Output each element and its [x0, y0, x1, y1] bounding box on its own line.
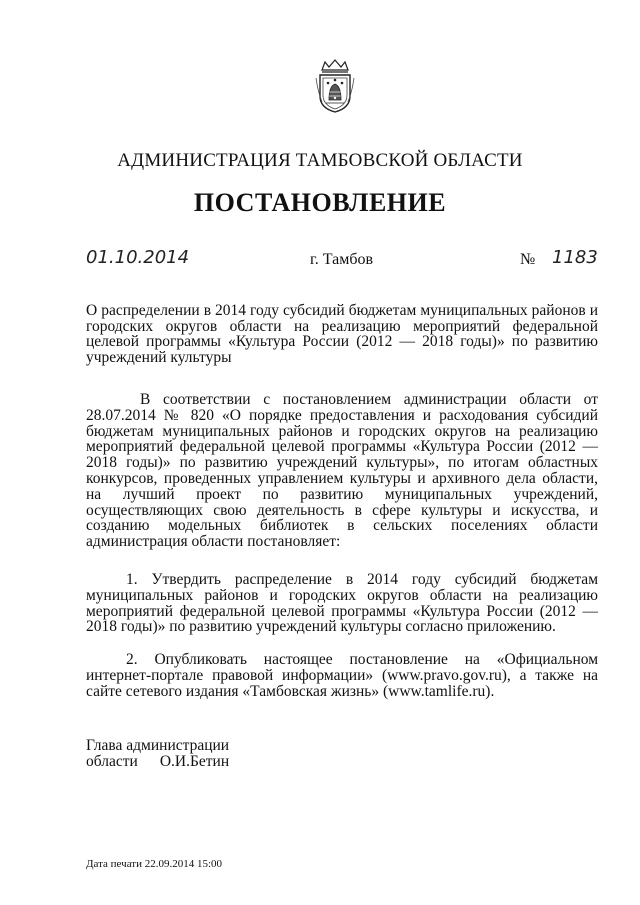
- signature-title-cont: области: [86, 753, 138, 770]
- body-paragraph-item-2: 2. Опубликовать настоящее постановление на «Официальном интернет-портале правовой информации» (www.pravo.gov.ru), а также на сайте сетевого издания «Тамбовская жизнь» (www.tamlife.ru).: [86, 651, 598, 700]
- coat-of-arms-icon: [314, 58, 356, 114]
- document-type-title: ПОСТАНОВЛЕНИЕ: [193, 188, 447, 217]
- signature-title: Глава администрации: [86, 737, 230, 754]
- signature-line: [86, 753, 229, 771]
- body-paragraph-preamble: В соответствии с постановлением администрации области от 28.07.2014 № 820 «О порядке предоставления и расходования субсидий бюджетам муниципальных районов и городских округов на реализацию мероприятий федеральной целевой программы «Культура России (2012 — 2018 годы)» по развитию учреждений культуры», по итогам областных конкурсов, проведенных управлением культуры и архивного дела области, на лучший проект по развитию муниципальных учреждений, осуществляющих свою деятельность в сфере культуры и искусства, и созданию модельных библиотек в сельских поселениях области администрация области постановляет:: [86, 391, 598, 551]
- document-number-prefix: №: [520, 251, 536, 268]
- document-city: г. Тамбов: [310, 251, 374, 268]
- print-date: Дата печати 22.09.2014 15:00: [86, 858, 223, 870]
- document-date: 01.10.2014: [86, 247, 190, 268]
- signatory-name: О.И.Бетин: [159, 753, 230, 770]
- organization-title: АДМИНИСТРАЦИЯ ТАМБОВСКОЙ ОБЛАСТИ: [117, 150, 523, 171]
- body-paragraph-item-1: 1. Утвердить распределение в 2014 году субсидий бюджетам муниципальных районов и городских округов области на реализацию мероприятий федеральной целевой программы «Культура России (2012 — 2018 годы)» по развитию учреждений культуры согласно приложению.: [86, 571, 598, 636]
- document-number: 1183: [552, 247, 598, 268]
- document-subject: О распределении в 2014 году субсидий бюджетам муниципальных районов и городских округов области на реализацию мероприятий федеральной целевой программы «Культура России (2012 — 2018 годы)» по развитию учреждений культуры: [86, 302, 598, 366]
